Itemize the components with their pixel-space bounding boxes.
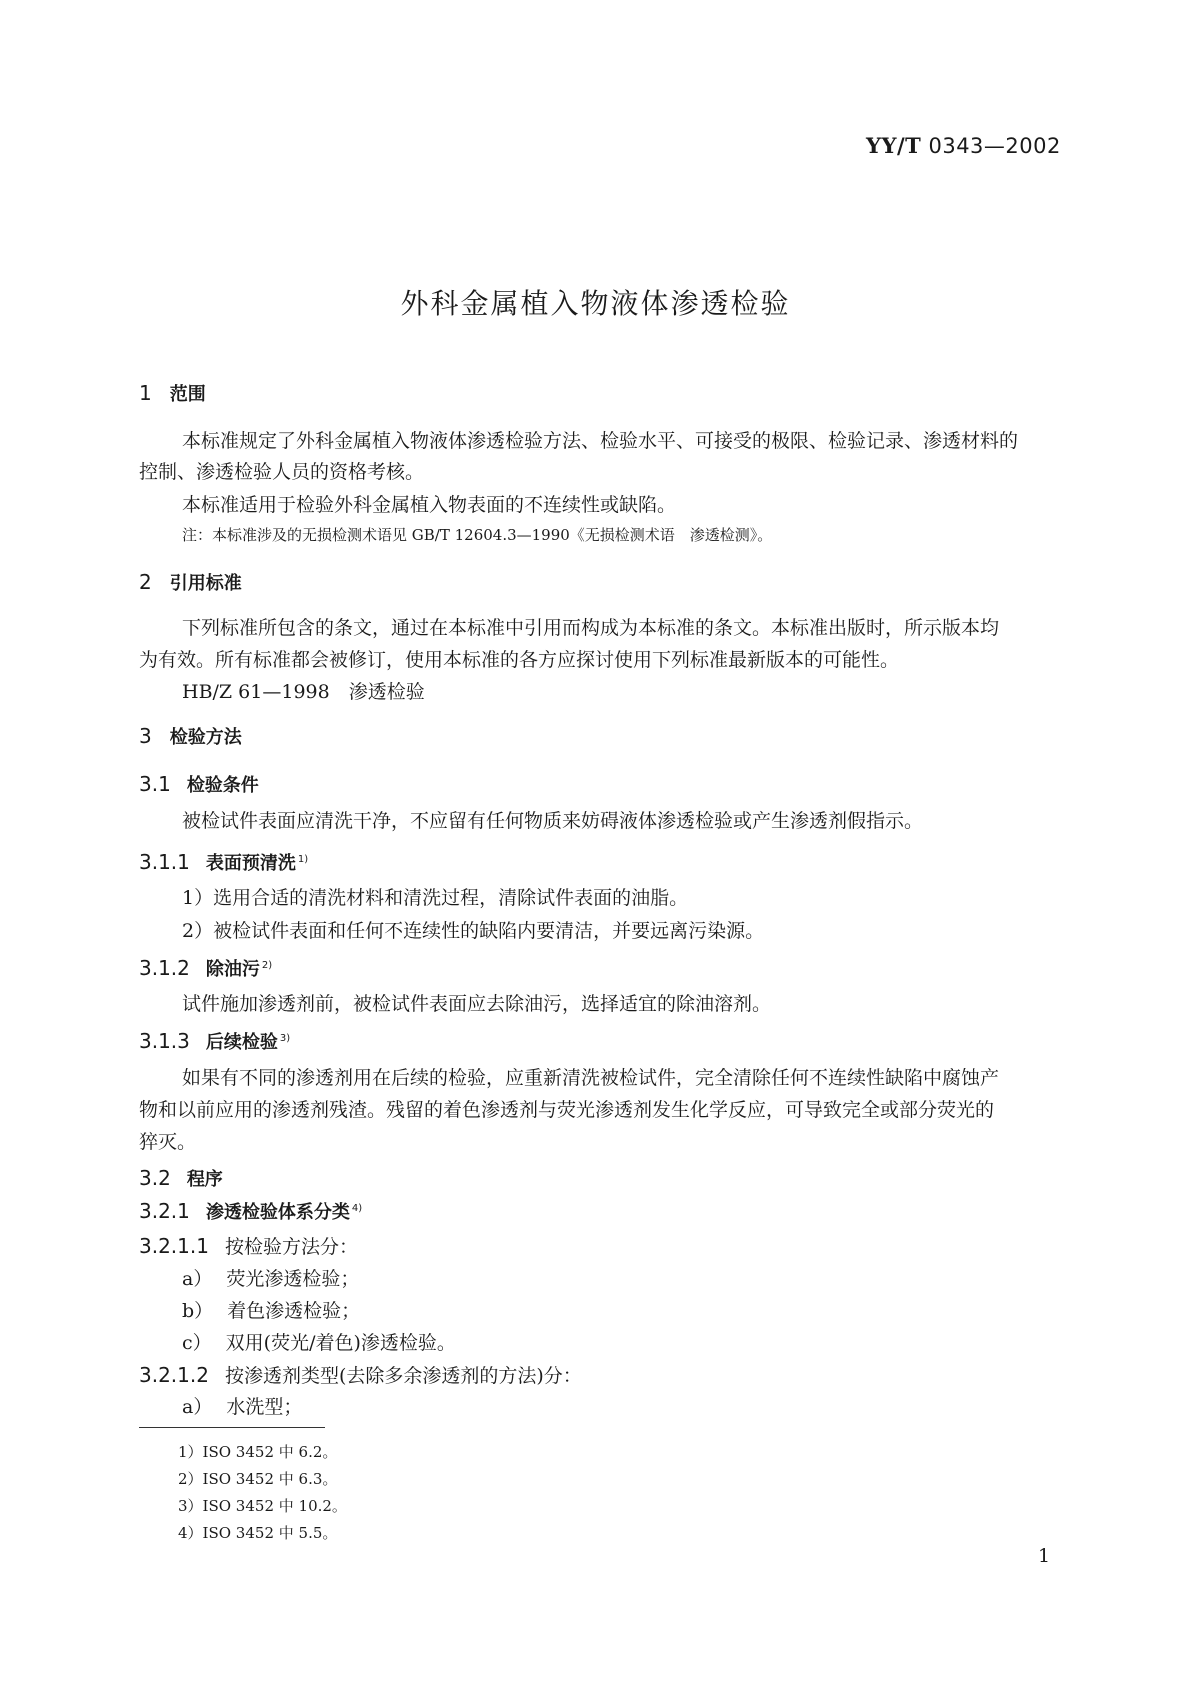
paragraph: 猝灭。	[139, 1131, 197, 1153]
page-number: 1	[1038, 1545, 1051, 1567]
document-title: 外科金属植入物液体渗透检验	[400, 287, 791, 320]
footnote: 1）ISO 3452 中 6.2。	[178, 1443, 338, 1461]
list-item: 1）选用合适的清洗材料和清洗过程，清除试件表面的油脂。	[182, 887, 689, 909]
section-1-heading: 1 范围	[139, 381, 206, 405]
section-3-2-1-1-heading: 3.2.1.1 按检验方法分：	[139, 1234, 358, 1258]
footnote: 4）ISO 3452 中 5.5。	[178, 1524, 338, 1542]
section-3-1-3-heading: 3.1.3 后续检验 $^{3)}$	[139, 1029, 291, 1053]
paragraph: 下列标准所包含的条文，通过在本标准中引用而构成为本标准的条文。本标准出版时，所示版本均	[182, 617, 1000, 639]
paragraph: 为有效。所有标准都会被修订，使用本标准的各方应探讨使用下列标准最新版本的可能性。	[139, 649, 900, 671]
paragraph: 物和以前应用的渗透剂残渣。残留的着色渗透剂与荧光渗透剂发生化学反应，可导致完全或部分荧光的	[139, 1099, 995, 1121]
paragraph: 本标准适用于检验外科金属植入物表面的不连续性或缺陷。	[182, 494, 677, 516]
note: 注：本标准涉及的无损检测术语见 GB/T 12604.3—1990《无损检测术语 渗透检测》。	[182, 526, 773, 544]
section-3-2-1-2-heading: 3.2.1.2 按渗透剂类型(去除多余渗透剂的方法)分：	[139, 1363, 582, 1387]
paragraph: 被检试件表面应清洗干净，不应留有任何物质来妨碍液体渗透检验或产生渗透剂假指示。	[182, 810, 924, 832]
footnote-divider	[139, 1427, 325, 1428]
standard-code: YY/T 0343—2002	[866, 133, 1061, 158]
paragraph: 控制、渗透检验人员的资格考核。	[139, 461, 425, 483]
footnote: 2）ISO 3452 中 6.3。	[178, 1470, 338, 1488]
section-3-1-1-heading: 3.1.1 表面预清洗 $^{1)}$	[139, 850, 309, 874]
section-3-heading: 3 检验方法	[139, 724, 242, 748]
list-item: b） 着色渗透检验；	[182, 1300, 361, 1322]
section-3-1-heading: 3.1 检验条件	[139, 772, 259, 796]
paragraph: 本标准规定了外科金属植入物液体渗透检验方法、检验水平、可接受的极限、检验记录、渗透材料的	[182, 430, 1019, 452]
paragraph: 试件施加渗透剂前，被检试件表面应去除油污，选择适宜的除油溶剂。	[182, 993, 772, 1015]
list-item: a） 水洗型；	[182, 1396, 303, 1418]
list-item: c） 双用(荧光/着色)渗透检验。	[182, 1332, 456, 1354]
section-3-2-heading: 3.2 程序	[139, 1166, 223, 1190]
list-item: a） 荧光渗透检验；	[182, 1268, 360, 1290]
section-3-2-1-heading: 3.2.1 渗透检验体系分类 $^{4)}$	[139, 1199, 363, 1223]
footnote: 3）ISO 3452 中 10.2。	[178, 1497, 347, 1515]
reference-standard: HB/Z 61—1998 渗透检验	[182, 681, 425, 703]
list-item: 2）被检试件表面和任何不连续性的缺陷内要清洁，并要远离污染源。	[182, 920, 765, 942]
section-3-1-2-heading: 3.1.2 除油污 $^{2)}$	[139, 956, 273, 980]
paragraph: 如果有不同的渗透剂用在后续的检验，应重新清洗被检试件，完全清除任何不连续性缺陷中腐蚀产	[182, 1067, 1000, 1089]
section-2-heading: 2 引用标准	[139, 570, 242, 594]
